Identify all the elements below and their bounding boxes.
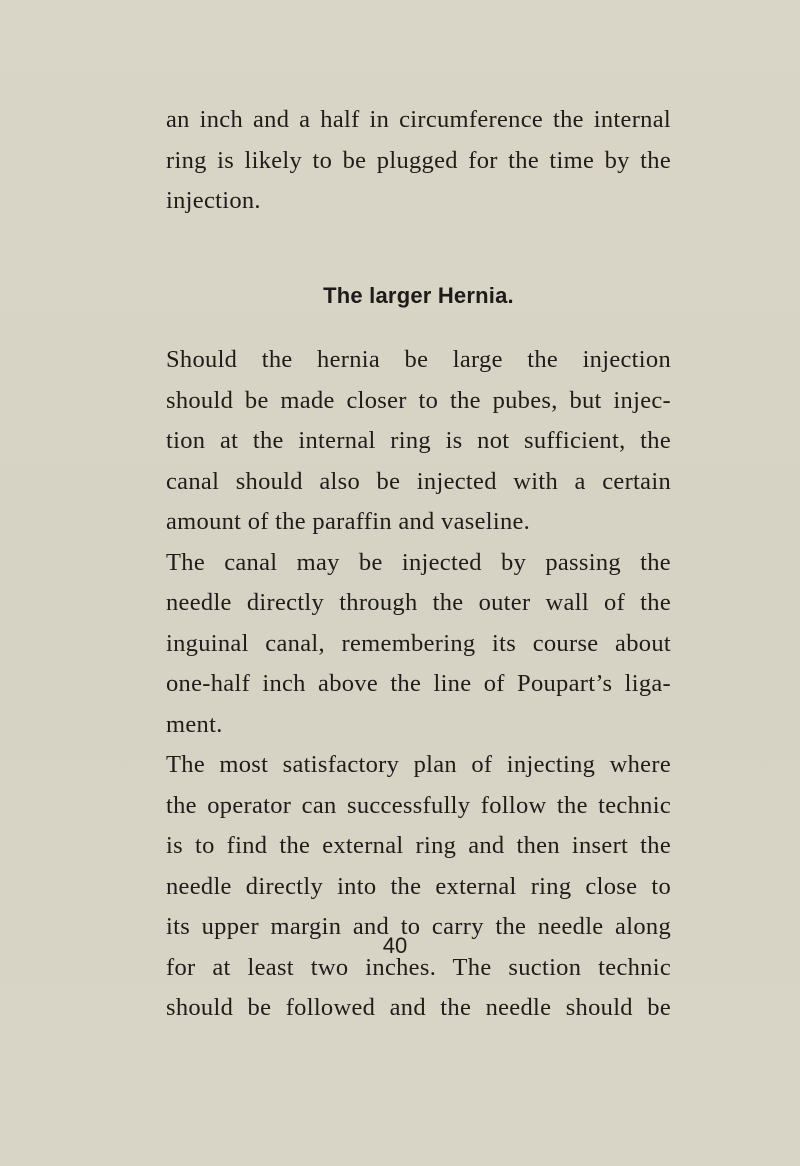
text-line: ment. — [166, 710, 223, 738]
text-line: Should the hernia be large the injection — [166, 346, 671, 373]
text-line: is to find the external ring and then insert the — [166, 832, 671, 859]
text-line: its upper margin and to carry the needle along — [166, 913, 671, 940]
page-number: 40 — [382, 933, 408, 958]
text-line: one-half inch above the line of Poupart’s liga- — [166, 670, 671, 697]
text-line: tion at the internal ring is not sufficient, the — [166, 427, 671, 454]
text-line: ring is likely to be plugged for the time by the — [166, 146, 671, 174]
section-heading: The larger Hernia. — [323, 283, 514, 308]
text-line: injection. — [166, 187, 261, 214]
text-line: needle directly into the external ring close to — [166, 872, 671, 900]
text-line: amount of the paraffin and vaseline. — [166, 508, 531, 535]
text-line: an inch and a half in circumference the internal — [166, 106, 671, 133]
text-line: should be followed and the needle should be — [166, 994, 671, 1021]
text-line: needle directly through the outer wall of the — [166, 589, 671, 616]
text-line: canal should also be injected with a certain — [166, 467, 671, 495]
text-line: for at least two inches. The suction technic — [166, 953, 671, 981]
text-line: the operator can successfully follow the technic — [166, 791, 671, 819]
text-line: The canal may be injected by passing the — [166, 548, 671, 576]
text-line: inguinal canal, remembering its course about — [166, 629, 671, 657]
text-line: The most satisfactory plan of injecting where — [166, 751, 671, 778]
text-line: should be made closer to the pubes, but injec- — [166, 386, 671, 414]
